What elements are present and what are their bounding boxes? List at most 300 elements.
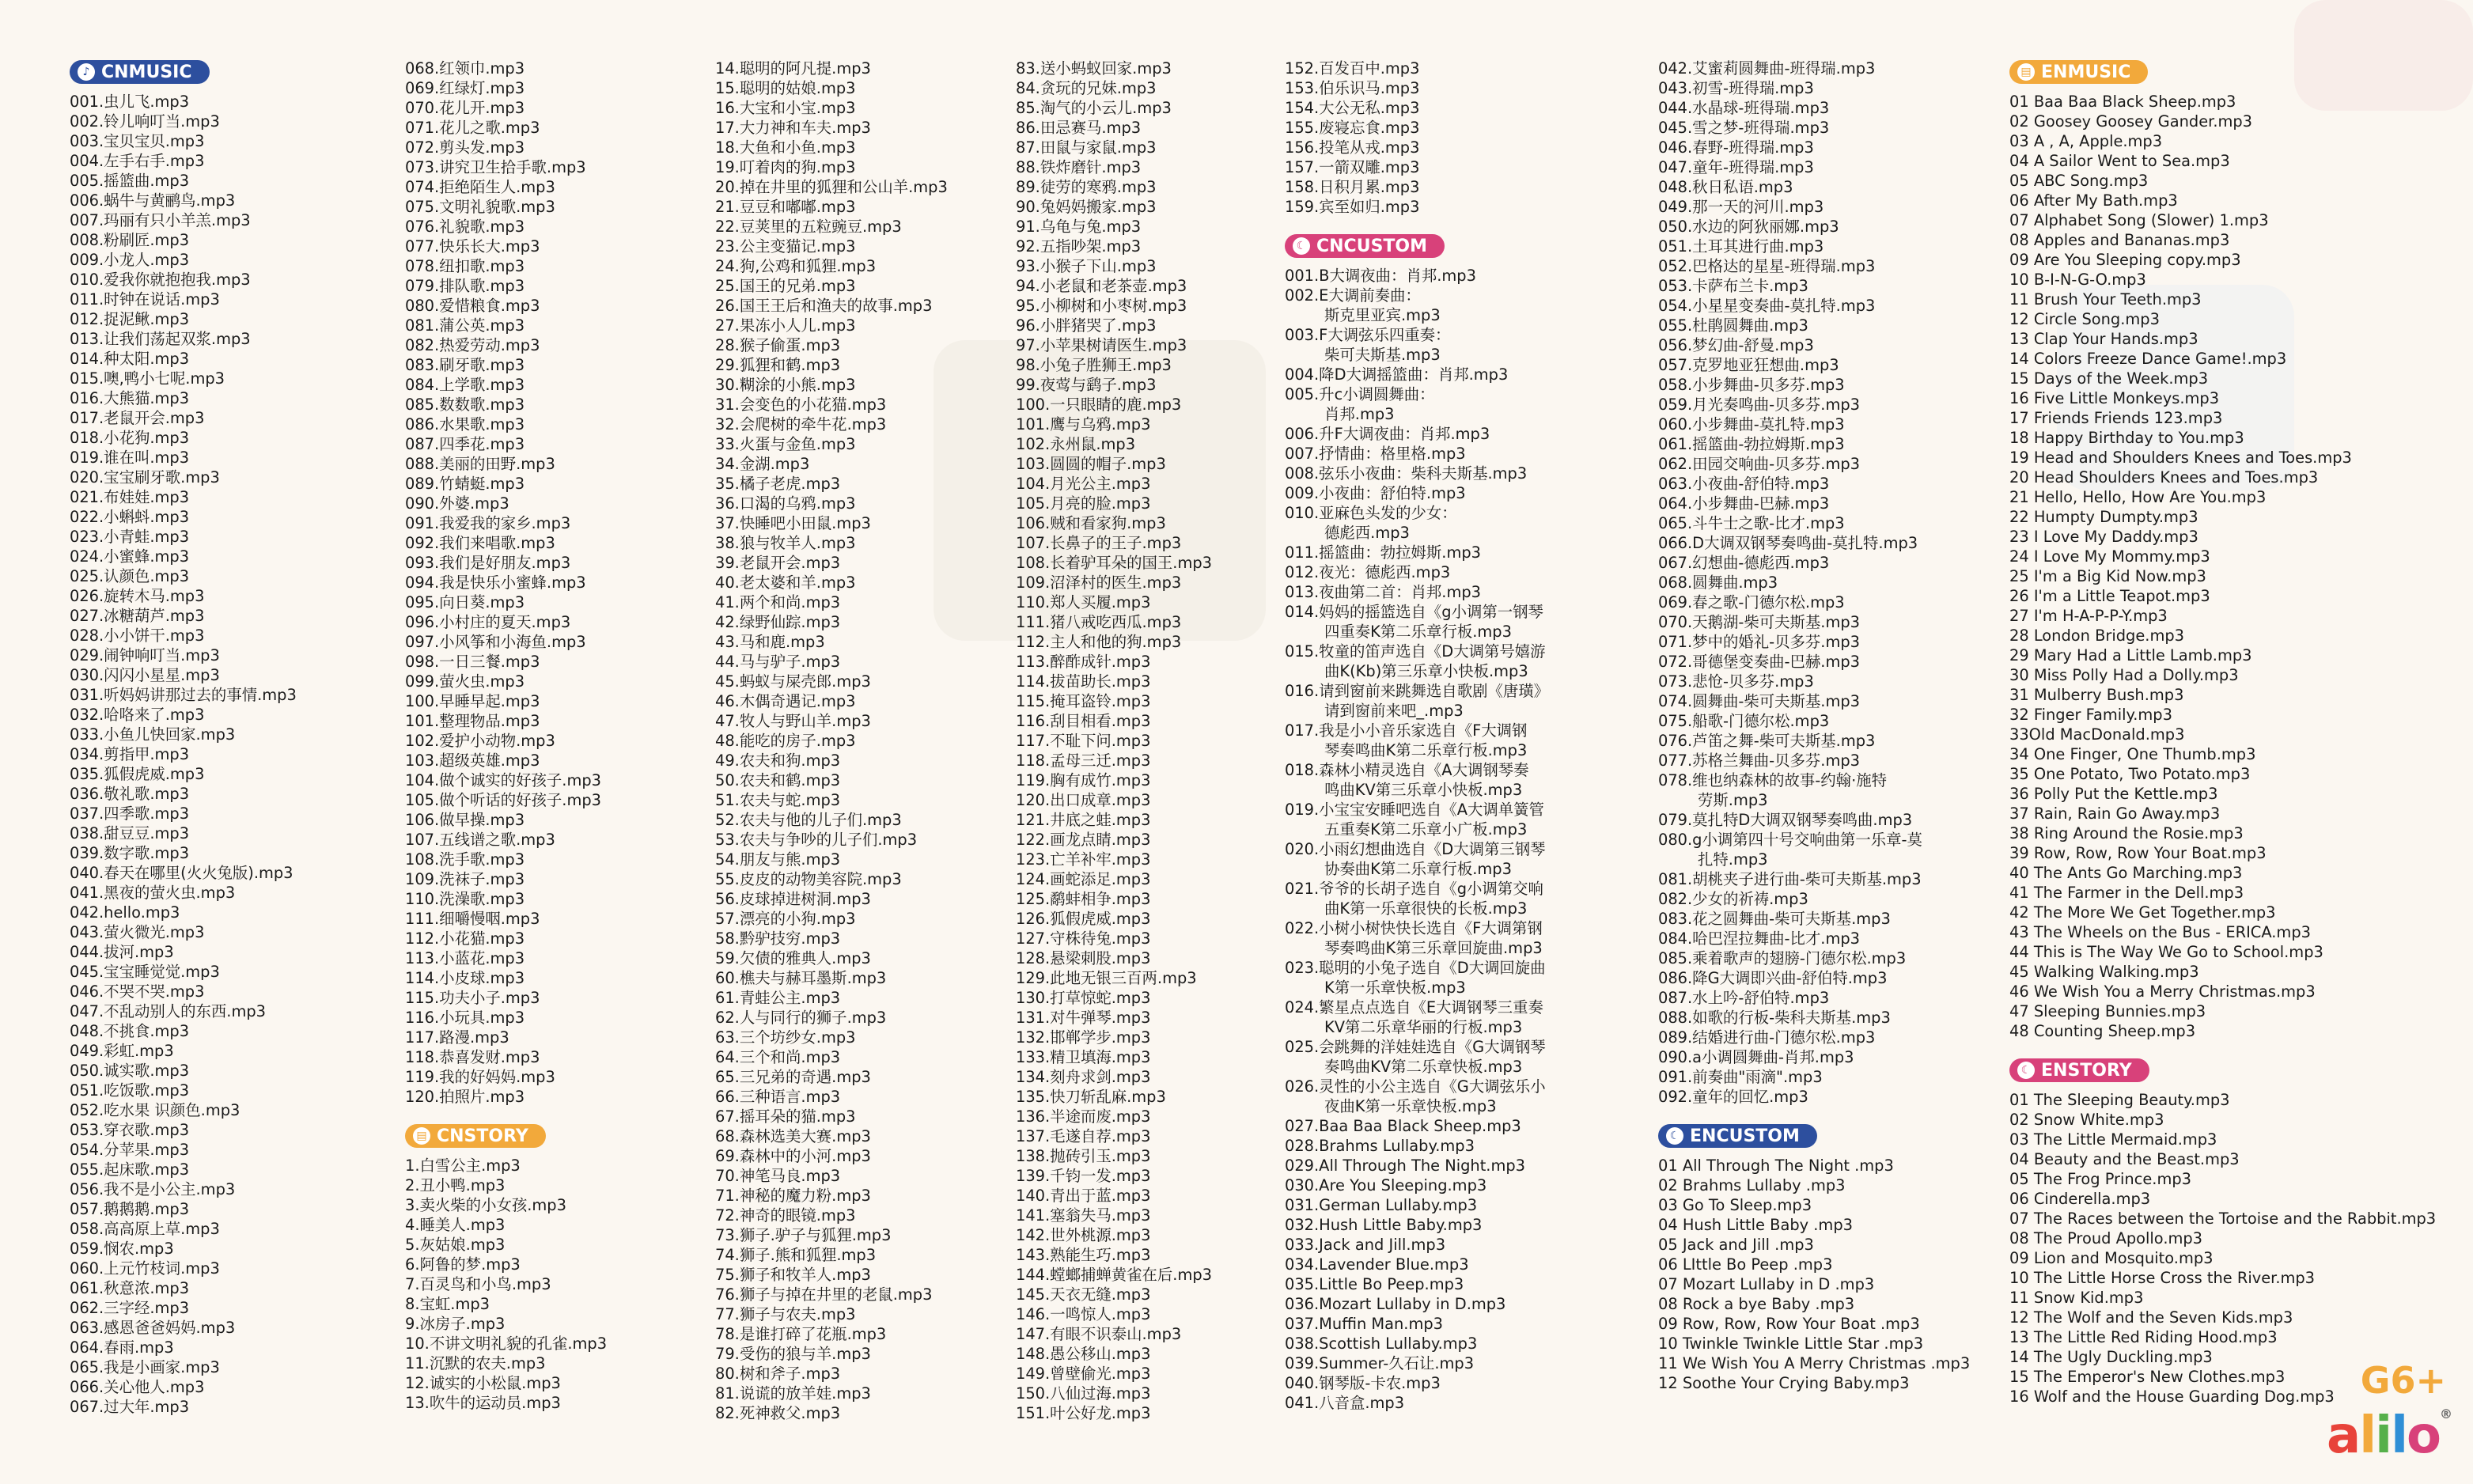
- section-badge-enmusic: [2009, 60, 2148, 84]
- track-item: 72.神奇的眼镜.mp3: [715, 1206, 856, 1225]
- track-item: 128.悬梁刺股.mp3: [1016, 949, 1151, 967]
- track-item-continuation: 请到窗前来吧_.mp3: [1324, 702, 1464, 720]
- track-item: 077.快乐长大.mp3: [405, 237, 540, 256]
- track-item: 066.关心他人.mp3: [70, 1378, 205, 1396]
- track-item: 26 I'm a Little Teapot.mp3: [2009, 587, 2210, 605]
- track-item: 117.路漫.mp3: [405, 1028, 509, 1047]
- track-item: 17 Friends Friends 123.mp3: [2009, 409, 2223, 427]
- column-cncustom-6: [1658, 59, 1970, 1393]
- column-cnstory-4: [1016, 59, 1212, 1423]
- track-item: 33.火蛋与金鱼.mp3: [715, 435, 856, 453]
- track-item-continuation: 琴奏鸣曲K第三乐章回旋曲.mp3: [1324, 939, 1543, 957]
- track-item: 41 The Farmer in the Dell.mp3: [2009, 884, 2244, 902]
- track-item-continuation: 德彪西.mp3: [1324, 524, 1410, 542]
- track-item: 11 We Wish You A Merry Christmas .mp3: [1658, 1354, 1971, 1372]
- track-item: 081.蒲公英.mp3: [405, 316, 525, 335]
- track-item: 048.不挑食.mp3: [70, 1022, 190, 1040]
- track-item: 18 Happy Birthday to You.mp3: [2009, 429, 2244, 447]
- track-item: 004.降D大调摇篮曲：肖邦.mp3: [1285, 365, 1509, 384]
- section-title: ENMUSIC: [2041, 62, 2131, 82]
- track-item: 91.乌龟与兔.mp3: [1016, 218, 1142, 236]
- track-item: 07 The Races between the Tortoise and the Rabbit.mp3: [2009, 1210, 2437, 1228]
- track-item: 011.摇篮曲：勃拉姆斯.mp3: [1285, 543, 1481, 562]
- column-cnstory-3: [715, 59, 948, 1423]
- track-item: 122.画龙点睛.mp3: [1016, 831, 1151, 849]
- track-item: 057.克罗地亚狂想曲.mp3: [1658, 356, 1839, 374]
- track-item: 086.水果歌.mp3: [405, 415, 525, 433]
- track-item: 35 One Potato, Two Potato.mp3: [2009, 765, 2251, 783]
- track-item: 002.铃儿响叮当.mp3: [70, 112, 220, 131]
- track-item: 01 Baa Baa Black Sheep.mp3: [2009, 93, 2236, 111]
- track-item: 147.有眼不识泰山.mp3: [1016, 1325, 1182, 1343]
- track-item: 105.做个听话的好孩子.mp3: [405, 791, 601, 809]
- track-item: 13 The Little Red Riding Hood.mp3: [2009, 1328, 2278, 1346]
- track-item: 31.会变色的小花猫.mp3: [715, 396, 887, 414]
- track-item: 023.小青蛙.mp3: [70, 528, 190, 546]
- track-item: 060.小步舞曲-莫扎特.mp3: [1658, 415, 1845, 433]
- track-item: 062.三字经.mp3: [70, 1299, 190, 1317]
- track-item: 110.洗澡歌.mp3: [405, 890, 525, 908]
- track-item-continuation: 劳斯.mp3: [1698, 791, 1768, 809]
- track-item: 60.樵夫与赫耳墨斯.mp3: [715, 969, 887, 987]
- track-item: 64.三个和尚.mp3: [715, 1048, 841, 1066]
- track-item-continuation: 柴可夫斯基.mp3: [1324, 346, 1441, 364]
- track-item: 065.我是小画家.mp3: [70, 1358, 220, 1376]
- track-list: [2009, 92, 2436, 1041]
- track-item: 052.吃水果 识颜色.mp3: [70, 1101, 240, 1119]
- track-item: 36.口渴的乌鸦.mp3: [715, 494, 856, 513]
- track-item: 033.Jack and Jill.mp3: [1285, 1236, 1446, 1254]
- age-label: G6+: [2360, 1359, 2446, 1402]
- track-item: 050.诚实歌.mp3: [70, 1062, 190, 1080]
- music-note-icon: ♪: [78, 63, 95, 81]
- track-item: 16.大宝和小宝.mp3: [715, 99, 856, 117]
- track-item: 34.金湖.mp3: [715, 455, 810, 473]
- track-item: 035.Little Bo Peep.mp3: [1285, 1275, 1464, 1293]
- track-item: 84.贪玩的兄妹.mp3: [1016, 79, 1157, 97]
- track-item: 09 Row, Row, Row Your Boat .mp3: [1658, 1315, 1920, 1333]
- track-item: 054.分苹果.mp3: [70, 1141, 190, 1159]
- track-item: 017.我是小小音乐家选自《F大调钢: [1285, 721, 1528, 740]
- track-item: 017.老鼠开会.mp3: [70, 409, 205, 427]
- track-item: 053.卡萨布兰卡.mp3: [1658, 277, 1808, 295]
- track-item: 072.哥德堡变奏曲-巴赫.mp3: [1658, 653, 1860, 671]
- track-item: 041.黑夜的萤火虫.mp3: [70, 884, 236, 902]
- track-item: 80.树和斧子.mp3: [715, 1365, 841, 1383]
- track-item: 007.抒情曲：格里格.mp3: [1285, 445, 1466, 463]
- track-item: 137.毛遂自荐.mp3: [1016, 1127, 1151, 1145]
- track-item: 03 The Little Mermaid.mp3: [2009, 1130, 2217, 1149]
- track-item: 005.升c小调圆舞曲：: [1285, 385, 1435, 403]
- track-item: 42 The More We Get Together.mp3: [2009, 903, 2276, 922]
- track-item: 093.我们是好朋友.mp3: [405, 554, 571, 572]
- track-item: 037.Muffin Man.mp3: [1285, 1315, 1443, 1333]
- track-item: 95.小柳树和小枣树.mp3: [1016, 297, 1187, 315]
- track-item: 068.圆舞曲.mp3: [1658, 574, 1778, 592]
- track-item: 078.维也纳森林的故事-约翰·施特: [1658, 771, 1888, 789]
- track-list: [1658, 1156, 1970, 1393]
- track-item: 14.聪明的阿凡提.mp3: [715, 59, 871, 78]
- track-item: 47 Sleeping Bunnies.mp3: [2009, 1002, 2206, 1020]
- track-item: 045.宝宝睡觉觉.mp3: [70, 963, 220, 981]
- track-item: 03 A , A, Apple.mp3: [2009, 132, 2163, 150]
- track-item: 100.一只眼睛的鹿.mp3: [1016, 396, 1182, 414]
- track-item: 82.死神救父.mp3: [715, 1404, 841, 1422]
- track-item: 009.小龙人.mp3: [70, 251, 190, 269]
- track-item: 31 Mulberry Bush.mp3: [2009, 686, 2184, 704]
- track-item: 051.吃饭歌.mp3: [70, 1081, 190, 1100]
- track-item: 068.红领巾.mp3: [405, 59, 525, 78]
- track-item: 001.虫儿飞.mp3: [70, 93, 190, 111]
- track-item: 74.狮子.熊和狐狸.mp3: [715, 1246, 877, 1264]
- track-item: 006.升F大调夜曲：肖邦.mp3: [1285, 425, 1490, 443]
- track-item: 064.春雨.mp3: [70, 1338, 174, 1357]
- track-item: 07 Alphabet Song (Slower) 1.mp3: [2009, 211, 2269, 229]
- track-item: 26.国王王后和渔夫的故事.mp3: [715, 297, 933, 315]
- track-item: 080.爱惜粮食.mp3: [405, 297, 540, 315]
- track-item: 087.四季花.mp3: [405, 435, 525, 453]
- track-item: 116.刮目相看.mp3: [1016, 712, 1151, 730]
- track-item: 107.长鼻子的王子.mp3: [1016, 534, 1182, 552]
- track-item: 105.月亮的脸.mp3: [1016, 494, 1151, 513]
- track-item-continuation: 曲K(Kb)第三乐章小快板.mp3: [1324, 662, 1528, 680]
- track-item: 123.亡羊补牢.mp3: [1016, 850, 1151, 869]
- track-item: 056.我不是小公主.mp3: [70, 1180, 236, 1198]
- track-item-continuation: 夜曲K第一乐章快板.mp3: [1324, 1097, 1497, 1115]
- track-item: 19 Head and Shoulders Knees and Toes.mp3: [2009, 449, 2352, 467]
- track-item: 046.不哭不哭.mp3: [70, 982, 205, 1001]
- track-item: 065.斗牛士之歌-比才.mp3: [1658, 514, 1845, 532]
- track-item: 094.我是快乐小蜜蜂.mp3: [405, 574, 586, 592]
- track-item: 85.淘气的小云儿.mp3: [1016, 99, 1172, 117]
- track-item: 075.船歌-门德尔松.mp3: [1658, 712, 1830, 730]
- section-badge-encustom: [1658, 1124, 1817, 1148]
- track-item: 024.小蜜蜂.mp3: [70, 547, 190, 566]
- track-item: 150.八仙过海.mp3: [1016, 1384, 1151, 1403]
- track-item: 48 Counting Sheep.mp3: [2009, 1022, 2196, 1040]
- track-item-continuation: KV第二乐章华丽的行板.mp3: [1324, 1018, 1523, 1036]
- track-item: 78.是谁打碎了花瓶.mp3: [715, 1325, 887, 1343]
- track-item: 139.千钧一发.mp3: [1016, 1167, 1151, 1185]
- track-item: 96.小胖猪哭了.mp3: [1016, 316, 1157, 335]
- track-item: 016.请到窗前来跳舞选自歌剧《唐璜》: [1285, 682, 1550, 700]
- track-item: 032.Hush Little Baby.mp3: [1285, 1216, 1483, 1234]
- track-item: 39 Row, Row, Row Your Boat.mp3: [2009, 844, 2267, 862]
- track-item: 113.小蓝花.mp3: [405, 949, 525, 967]
- track-item: 135.快刀斩乱麻.mp3: [1016, 1088, 1166, 1106]
- track-item: 130.打草惊蛇.mp3: [1016, 989, 1151, 1007]
- track-item: 033.小鱼儿快回家.mp3: [70, 725, 236, 744]
- track-item: 04 Hush Little Baby .mp3: [1658, 1216, 1853, 1234]
- track-item: 07 Mozart Lullaby in D .mp3: [1658, 1275, 1875, 1293]
- track-item: 112.小花猫.mp3: [405, 929, 525, 948]
- track-item: 71.神秘的魔力粉.mp3: [715, 1187, 871, 1205]
- track-item: 019.谁在叫.mp3: [70, 449, 190, 467]
- track-item: 115.掩耳盗铃.mp3: [1016, 692, 1151, 710]
- track-item: 092.童年的回忆.mp3: [1658, 1088, 1808, 1106]
- track-item: 012.捉泥鳅.mp3: [70, 310, 190, 328]
- track-item: 2.丑小鸭.mp3: [405, 1176, 506, 1194]
- track-item: 88.铁炸磨针.mp3: [1016, 158, 1142, 176]
- track-item: 12 Soothe Your Crying Baby.mp3: [1658, 1374, 1910, 1392]
- track-item: 022.小树小树快快长选自《F大调第钢: [1285, 919, 1543, 937]
- track-item-continuation: 肖邦.mp3: [1324, 405, 1395, 423]
- track-item: 003.F大调弦乐四重奏：: [1285, 326, 1451, 344]
- track-item: 077.苏格兰舞曲-贝多芬.mp3: [1658, 751, 1860, 770]
- track-item: 3.卖火柴的小女孩.mp3: [405, 1196, 566, 1214]
- track-item: 086.降G大调即兴曲-舒伯特.mp3: [1658, 969, 1888, 987]
- track-item: 154.大公无私.mp3: [1285, 99, 1420, 117]
- column-cnmusic-1: [70, 59, 297, 1417]
- track-item: 129.此地无银三百两.mp3: [1016, 969, 1197, 987]
- track-item: 98.小兔子胜狮王.mp3: [1016, 356, 1172, 374]
- section-title: ENCUSTOM: [1690, 1126, 1800, 1146]
- track-item: 136.半途而废.mp3: [1016, 1107, 1151, 1126]
- track-item: 22 Humpty Dumpty.mp3: [2009, 508, 2198, 526]
- track-item: 071.梦中的婚礼-贝多芬.mp3: [1658, 633, 1860, 651]
- track-item: 61.青蛙公主.mp3: [715, 989, 841, 1007]
- track-item: 026.旋转木马.mp3: [70, 587, 205, 605]
- track-item: 01 All Through The Night .mp3: [1658, 1157, 1894, 1175]
- track-item: 100.早睡早起.mp3: [405, 692, 540, 710]
- section-title: CNCUSTOM: [1316, 236, 1428, 256]
- track-item: 06 After My Bath.mp3: [2009, 191, 2178, 210]
- track-list: [1285, 266, 1549, 1413]
- track-item: 083.花之圆舞曲-柴可夫斯基.mp3: [1658, 910, 1891, 928]
- track-item: 40.老太婆和羊.mp3: [715, 574, 856, 592]
- track-item: 050.水边的阿狄丽娜.mp3: [1658, 218, 1839, 236]
- track-item: 014.妈妈的摇篮选自《g小调第一钢琴: [1285, 603, 1543, 621]
- track-item: 043.初雪-班得瑞.mp3: [1658, 79, 1814, 97]
- track-item: 13 Clap Your Hands.mp3: [2009, 330, 2198, 348]
- track-item: 120.拍照片.mp3: [405, 1088, 525, 1106]
- book-icon: ▤: [2017, 63, 2035, 81]
- track-item: 66.三种语言.mp3: [715, 1088, 841, 1106]
- track-item-continuation: 五重奏K第二乐章小广板.mp3: [1324, 820, 1528, 839]
- track-item: 061.秋意浓.mp3: [70, 1279, 190, 1297]
- section-badge-cnstory: [405, 1124, 546, 1148]
- track-item: 79.受伤的狼与羊.mp3: [715, 1345, 871, 1363]
- track-item: 63.三个坊纱女.mp3: [715, 1028, 856, 1047]
- track-item: 090.a小调圆舞曲-肖邦.mp3: [1658, 1048, 1854, 1066]
- track-item: 108.洗手歌.mp3: [405, 850, 525, 869]
- track-item: 68.森林选美大赛.mp3: [715, 1127, 871, 1145]
- track-item: 29.狐狸和鹤.mp3: [715, 356, 841, 374]
- track-item: 24 I Love My Mommy.mp3: [2009, 547, 2210, 566]
- track-item: 99.夜莺与鹞子.mp3: [1016, 376, 1157, 394]
- track-item: 021.爷爷的长胡子选自《g小调第交响: [1285, 880, 1543, 898]
- track-item: 034.剪指甲.mp3: [70, 745, 190, 763]
- track-item: 115.功夫小子.mp3: [405, 989, 540, 1007]
- track-item: 010.亚麻色头发的少女：: [1285, 504, 1457, 522]
- track-item: 055.杜鹃圆舞曲.mp3: [1658, 316, 1808, 335]
- section-title: CNSTORY: [437, 1126, 528, 1146]
- track-item: 019.小宝宝安睡吧选自《A大调单簧管: [1285, 801, 1544, 819]
- track-item: 155.废寝忘食.mp3: [1285, 119, 1420, 137]
- track-item: 098.一日三餐.mp3: [405, 653, 540, 671]
- track-item: 080.g小调第四十号交响曲第一乐章-莫: [1658, 831, 1922, 849]
- track-item-continuation: 鸣曲KV第三乐章小快板.mp3: [1324, 781, 1523, 799]
- track-item: 073.讲究卫生拾手歌.mp3: [405, 158, 586, 176]
- track-item: 044.水晶球-班得瑞.mp3: [1658, 99, 1830, 117]
- track-item: 145.天衣无缝.mp3: [1016, 1285, 1151, 1304]
- track-item: 45 Walking Walking.mp3: [2009, 963, 2199, 981]
- track-item: 001.B大调夜曲：肖邦.mp3: [1285, 267, 1476, 285]
- track-item: 048.秋日私语.mp3: [1658, 178, 1793, 196]
- track-item: 110.郑人买履.mp3: [1016, 593, 1151, 611]
- track-item: 084.哈巴涅拉舞曲-比才.mp3: [1658, 929, 1860, 948]
- track-item: 079.莫扎特D大调双钢琴奏鸣曲.mp3: [1658, 811, 1913, 829]
- book-icon: ▤: [413, 1127, 430, 1145]
- track-item: 090.外婆.mp3: [405, 494, 509, 513]
- track-item: 032.哈咯来了.mp3: [70, 706, 205, 724]
- track-item: 067.过大年.mp3: [70, 1398, 190, 1416]
- track-item: 069.红绿灯.mp3: [405, 79, 525, 97]
- moon-icon: ☾: [2017, 1062, 2035, 1079]
- track-item: 047.童年-班得瑞.mp3: [1658, 158, 1814, 176]
- track-item: 015.牧童的笛声选自《D大调第号嬉游: [1285, 642, 1546, 661]
- track-item: 43.马和鹿.mp3: [715, 633, 825, 651]
- track-item: 029.All Through The Night.mp3: [1285, 1157, 1525, 1175]
- track-item-continuation: 协奏曲K第二乐章行板.mp3: [1324, 860, 1512, 878]
- track-item: 012.夜光：德彪西.mp3: [1285, 563, 1451, 581]
- track-item-continuation: K第一乐章快板.mp3: [1324, 979, 1466, 997]
- track-item: 013.夜曲第二首：肖邦.mp3: [1285, 583, 1481, 601]
- track-item: 41.两个和尚.mp3: [715, 593, 841, 611]
- track-item: 020.小雨幻想曲选自《D大调第三钢琴: [1285, 840, 1546, 858]
- track-item: 055.起床歌.mp3: [70, 1160, 190, 1179]
- track-item: 86.田忌赛马.mp3: [1016, 119, 1142, 137]
- track-item: 05 The Frog Prince.mp3: [2009, 1170, 2191, 1188]
- track-item: 008.弦乐小夜曲：柴科夫斯基.mp3: [1285, 464, 1528, 483]
- track-item: 33Old MacDonald.mp3: [2009, 725, 2185, 744]
- track-item: 89.徒劳的寒鸦.mp3: [1016, 178, 1157, 196]
- track-item: 06 LIttle Bo Peep .mp3: [1658, 1255, 1833, 1274]
- track-item: 030.Are You Sleeping.mp3: [1285, 1176, 1487, 1194]
- track-item: 026.灵性的小公主选自《G大调弦乐小: [1285, 1077, 1546, 1096]
- track-item: 21.豆豆和嘟嘟.mp3: [715, 198, 856, 216]
- track-item: 12.诚实的小松鼠.mp3: [405, 1374, 561, 1392]
- track-item: 010.爱我你就抱抱我.mp3: [70, 271, 251, 289]
- track-item: 104.月光公主.mp3: [1016, 475, 1151, 493]
- track-item: 049.彩虹.mp3: [70, 1042, 174, 1060]
- section-badge-enstory: [2009, 1058, 2149, 1082]
- track-item: 092.我们来唱歌.mp3: [405, 534, 555, 552]
- track-item: 072.剪头发.mp3: [405, 138, 525, 157]
- track-item: 20.掉在井里的狐狸和公山羊.mp3: [715, 178, 948, 196]
- track-item: 023.聪明的小兔子选自《D大调回旋曲: [1285, 959, 1546, 977]
- track-item: 085.数数歌.mp3: [405, 396, 525, 414]
- track-item: 117.不耻下问.mp3: [1016, 732, 1151, 750]
- track-item: 43 The Wheels on the Bus - ERICA.mp3: [2009, 923, 2311, 941]
- track-item: 09 Are You Sleeping copy.mp3: [2009, 251, 2241, 269]
- track-item: 70.神笔马良.mp3: [715, 1167, 841, 1185]
- track-item: 083.刷牙歌.mp3: [405, 356, 525, 374]
- track-item-continuation: 奏鸣曲KV第二乐章快板.mp3: [1324, 1058, 1523, 1076]
- track-item: 52.农夫与他的儿子们.mp3: [715, 811, 902, 829]
- track-item: 75.狮子和牧羊人.mp3: [715, 1266, 871, 1284]
- track-item: 063.感恩爸爸妈妈.mp3: [70, 1319, 236, 1337]
- track-item: 108.长着驴耳朵的国王.mp3: [1016, 554, 1212, 572]
- track-item: 13.吹牛的运动员.mp3: [405, 1394, 561, 1412]
- track-item: 34 One Finger, One Thumb.mp3: [2009, 745, 2256, 763]
- track-item: 106.做早操.mp3: [405, 811, 525, 829]
- track-item: 107.五线谱之歌.mp3: [405, 831, 555, 849]
- track-item: 02 Brahms Lullaby .mp3: [1658, 1176, 1846, 1194]
- track-item: 1.白雪公主.mp3: [405, 1157, 521, 1175]
- track-item: 94.小老鼠和老茶壶.mp3: [1016, 277, 1187, 295]
- track-item: 45.蚂蚁与屎壳郎.mp3: [715, 672, 871, 691]
- track-item: 23.公主变猫记.mp3: [715, 237, 856, 256]
- track-item: 47.牧人与野山羊.mp3: [715, 712, 871, 730]
- track-item: 6.阿鲁的梦.mp3: [405, 1255, 521, 1274]
- track-item: 015.噢,鸭小七呢.mp3: [70, 369, 225, 388]
- track-item: 054.小星星变奏曲-莫扎特.mp3: [1658, 297, 1876, 315]
- track-item: 071.花儿之歌.mp3: [405, 119, 540, 137]
- track-item: 133.精卫填海.mp3: [1016, 1048, 1151, 1066]
- track-item: 93.小猴子下山.mp3: [1016, 257, 1157, 275]
- track-item: 25 I'm a Big Kid Now.mp3: [2009, 567, 2206, 585]
- track-item: 088.美丽的田野.mp3: [405, 455, 555, 473]
- track-item: 40 The Ants Go Marching.mp3: [2009, 864, 2243, 882]
- track-item: 97.小苹果树请医生.mp3: [1016, 336, 1187, 354]
- track-item: 144.螳螂捕蝉黄雀在后.mp3: [1016, 1266, 1212, 1284]
- track-item: 48.能吃的房子.mp3: [715, 732, 856, 750]
- track-item: 159.宾至如归.mp3: [1285, 198, 1420, 216]
- track-item: 142.世外桃源.mp3: [1016, 1226, 1151, 1244]
- track-item: 32.会爬树的牵牛花.mp3: [715, 415, 887, 433]
- section-badge-cnmusic: [70, 60, 210, 84]
- track-item: 014.种太阳.mp3: [70, 350, 190, 368]
- track-item: 83.送小蚂蚁回家.mp3: [1016, 59, 1172, 78]
- track-item: 058.高高原上草.mp3: [70, 1220, 220, 1238]
- track-item: 55.皮皮的动物美容院.mp3: [715, 870, 902, 888]
- track-item: 067.幻想曲-德彪西.mp3: [1658, 554, 1830, 572]
- track-item: 08 The Proud Apollo.mp3: [2009, 1229, 2203, 1247]
- track-item: 17.大力神和车夫.mp3: [715, 119, 871, 137]
- track-item: 126.狐假虎威.mp3: [1016, 910, 1151, 928]
- track-item: 095.向日葵.mp3: [405, 593, 525, 611]
- track-item: 109.沼泽村的医生.mp3: [1016, 574, 1182, 592]
- track-item: 27.果冻小人儿.mp3: [715, 316, 856, 335]
- track-item: 022.小蝌蚪.mp3: [70, 508, 190, 526]
- track-item: 12 Circle Song.mp3: [2009, 310, 2160, 328]
- track-item: 069.春之歌-门德尔松.mp3: [1658, 593, 1845, 611]
- track-item: 77.狮子与农夫.mp3: [715, 1305, 856, 1323]
- track-item: 018.森林小精灵选自《A大调钢琴奏: [1285, 761, 1529, 779]
- track-item: 28.猴子偷蛋.mp3: [715, 336, 841, 354]
- track-item: 153.伯乐识马.mp3: [1285, 79, 1420, 97]
- track-item: 074.圆舞曲-柴可夫斯基.mp3: [1658, 692, 1860, 710]
- track-item: 16 Five Little Monkeys.mp3: [2009, 389, 2220, 407]
- track-item: 045.雪之梦-班得瑞.mp3: [1658, 119, 1830, 137]
- track-item-continuation: 琴奏鸣曲K第二乐章行板.mp3: [1324, 741, 1528, 759]
- track-item: 44 This is The Way We Go to School.mp3: [2009, 943, 2323, 961]
- track-item: 102.永州鼠.mp3: [1016, 435, 1136, 453]
- track-item: 011.时钟在说话.mp3: [70, 290, 220, 309]
- track-item: 042.hello.mp3: [70, 903, 180, 922]
- track-item: 03 Go To Sleep.mp3: [1658, 1196, 1812, 1214]
- track-list: [70, 92, 297, 1417]
- track-item: 69.森林中的小河.mp3: [715, 1147, 871, 1165]
- track-item: 031.German Lullaby.mp3: [1285, 1196, 1478, 1214]
- track-item: 149.曾壁偷光.mp3: [1016, 1365, 1151, 1383]
- track-item: 061.摇篮曲-勃拉姆斯.mp3: [1658, 435, 1845, 453]
- track-item: 097.小风筝和小海鱼.mp3: [405, 633, 586, 651]
- track-item: 082.热爱劳动.mp3: [405, 336, 540, 354]
- track-item: 027.Baa Baa Black Sheep.mp3: [1285, 1117, 1521, 1135]
- track-item: 039.数字歌.mp3: [70, 844, 190, 862]
